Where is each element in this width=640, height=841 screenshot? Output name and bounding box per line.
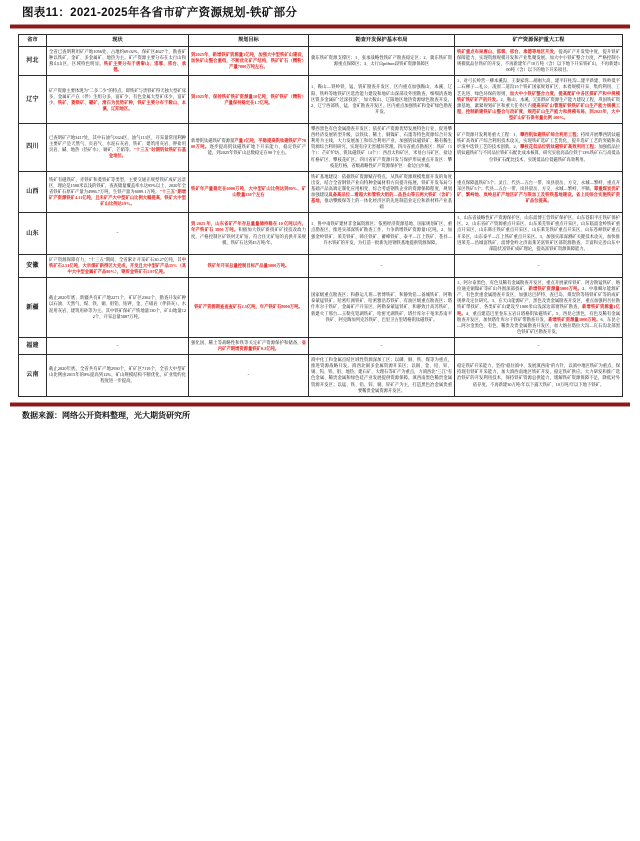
body-text: 稳定铁矿开采能力，坚持"稳住滇中、发展滇西南"的方针，以滇中地区铁矿为重点，保持现有铁矿开采能力，加大滇西南地区铁矿开发，稳定铁矿供应。大力研发和推广选治铁矿的开发利用技术，保持铁矿资源总供能力，缓解铁矿资源保障不足，降低对外依存度。不再新建30万吨/年以下露天铁矿、10万吨/年以下地下铁矿。 xyxy=(457,363,620,387)
body-text: 1、鞍山—铁岭铁、锰、钒矿勘查开发区，区内重点加强鞍山、本溪、辽阳、铁岭等地铁矿区选治能力建设和地矿山深部及外围勘查，细细清查地区钒多金属矿"过深找富"，加大鞍山、辽阳地区地热资源绿色勘查开发。2、辽宁西部铁、锰、金矿勘查开发区，区内重点加强铁矿和金矿绿色勘查开发。 xyxy=(311,84,452,114)
emphasis-text: 铁矿重点布局唐山、邯郸、邢台、承德等地区开发， xyxy=(457,49,559,54)
empty-placeholder: - xyxy=(380,342,383,349)
emphasis-text: 尊重煤炭优矿矿、繁峙地、岚岭总矿产地区矿产与限加工及铁铁基地建设。省上民综合实施铁矿资矿品位提高。 xyxy=(457,185,621,204)
table-row xyxy=(19,278,623,338)
table-row xyxy=(19,213,623,255)
emphasis-text: 新增铁矿资源量3000万吨。 xyxy=(548,316,601,322)
measure-cell xyxy=(455,171,623,213)
empty-placeholder: - xyxy=(537,342,540,349)
body-text: 积极加大铁矿新找矿矿找技改政力度，产格控制区矿铁材无矿钴，符合住无矿钴的直供开采规模，铁矿石达到45万吨/年。 xyxy=(191,227,307,245)
goal-cell xyxy=(189,76,309,124)
emphasis-text: 到2025年，保持铁矿铁矿资源量10亿吨，铁矿铁矿（精粉）产量保持稳定在1.7亿吨。 xyxy=(191,93,306,105)
body-text: 矿产资源开发利用重大工程：1、 xyxy=(457,132,521,138)
col-header-layout: 勘查开发保护基本布局 xyxy=(309,35,455,47)
status-cell xyxy=(47,337,189,354)
province-cell: 安徽 xyxy=(19,254,47,277)
layout-cell xyxy=(309,254,455,277)
empty-placeholder: - xyxy=(116,342,119,349)
measure-cell xyxy=(455,337,623,354)
source-note: 数据来源：网络公开资料整理，光大期货研究所 xyxy=(22,410,190,420)
province-cell: 山东 xyxy=(19,213,47,255)
table-row xyxy=(19,124,623,172)
goal-cell xyxy=(189,213,309,255)
body-text: 加强低品位钒钛磁铁矿与不同品位铁矿石配比成本核算，研究实验高品位铁于13%铁矿石与高低品位铁矿石配比技术，实现低品位低磁铁矿高效利用。 xyxy=(457,144,621,162)
goal-cell xyxy=(189,124,309,172)
emphasis-text: 铁矿年开采总量控制目标产品量5000万吨。 xyxy=(207,262,290,268)
status-cell xyxy=(47,355,189,397)
goal-cell xyxy=(189,337,309,354)
table-row xyxy=(19,47,623,76)
body-text: 持续开展攀西钒钛磁铁矿高效矿产综合利用技术攻关，实现铁矿选矿工艺优化，提升选矿工艺的突破和高炉渣中选铁工艺的技术创新。2、 xyxy=(457,132,620,150)
mineral-plan-table xyxy=(18,34,623,397)
table-header-row xyxy=(19,35,623,47)
body-text: 矿产资源保障有力，"十三五"期间，全省累计开采矿石30.27亿吨，其 xyxy=(49,256,182,262)
col-header-measure: 矿产资源保护重大工程 xyxy=(455,35,623,47)
table-row xyxy=(19,76,623,124)
goal-cell xyxy=(189,171,309,213)
emphasis-text: 铁矿年产量稳定在6000万吨，大中型矿山比例达到80%、矿山数量230个左右 xyxy=(191,185,306,197)
col-header-goal: 规划目标 xyxy=(189,35,309,47)
body-text: 铁矿基地建设：依据铁矿资源赋存特点，从铁矿资源规模集群开发的角度出发，结合全省钢铁产业向特种金属材料方向提升拓展，铁矿开发布局与基础产品高端定制化应用相变，综合考虑钢铁企业的资源保障程度，规划加强建设 xyxy=(311,173,452,197)
body-text: 截止2020年底，全省共有矿产地2930个，矿矿区7119个，全省大中型矿山比例由2015年的8%提高到12%，矿山规模结构不断优化，矿业集约化程度进一步提高。 xyxy=(49,366,186,384)
body-text: 新增钒钛磁铁矿资源量 xyxy=(191,138,235,144)
body-text: 2、中准噶尔能源矿产、有色贵重金属勘查开发区，加强达巴萨特、查巴岛、煤炭阶等铬铁矿矿等的成矿规律及定位研究。3、在天山能源矿产、黑色及贵金属勘查开发区，重点加强阿吾拉勘铁矿带找矿，各类矿矿山建设至1000米山浅深边部窗铁矿勘查， xyxy=(457,286,621,310)
goal-cell xyxy=(189,254,309,277)
body-text: 强化国、稀土等战略性和铁等关定矿产资源保护和储备， xyxy=(191,339,302,345)
body-text: 铁矿有磁铁矿、赤铁矿和菱铁矿等类型，主要交通正规型铁矿成矿远景区，理论是1500米以浅的铁矿，查查储量覆盖率水达95%以上，2020年全省铁矿石原矿产量为4986.7万吨，生铁产量为6089.1万吨。 xyxy=(49,176,186,194)
emphasis-text: 攀枝花低品位钒钛磁铁矿高效利用工程； xyxy=(520,144,599,150)
empty-placeholder: - xyxy=(537,262,540,269)
measure-cell xyxy=(455,124,623,172)
body-text: 重点保障温铁矿5个；灵丘、代县—五台一带、岚县晨岳、方交、永城—繁峙、重点开采区铁矿5个；代县—五台一带、岚县晨岳、方交、永城—繁峙、平顺。 xyxy=(457,179,620,191)
status-cell xyxy=(47,171,189,213)
layout-cell xyxy=(309,278,455,338)
body-text: 2、鞍山、本溪、辽阳铁矿资源生产能力建设工程，巩固铁矿资源基地，紧紧规划矿区和重大任务区内 xyxy=(457,96,621,108)
emphasis-text: 铁矿、菱镁矿、硼矿、滑石为优势矿种，铁矿主要分布于鞍山、本溪、辽阳地区。 xyxy=(57,99,187,111)
province-cell: 河北 xyxy=(19,47,47,76)
body-text: 滇中化工和金属点结区域性资源深加工区；以磷、铜、铁、煤等为重点，推进资源战略开发。滇西北铜多金属资源开采区；以铜、金、铅、锌、锡、钨、铁、钼、地热、建石矿、大理石等矿产为重点，力滇西北"三江"有色金属、稀贵金属和绿色硅产业发展提供资源保障。滇西南黑色稀贵金属资源开发区；以锰、铁、铅、锌、铜、锌矿产为主，打造黑色冶金属贵重要稀贵金属资源开发区。 xyxy=(311,357,453,393)
status-cell xyxy=(47,278,189,338)
footer-divider-rule xyxy=(10,402,630,407)
status-cell xyxy=(47,213,189,255)
emphasis-text: 具备高品位—看超大和管铁大铝的—品县山等五两大铁矿（含矿）基地， xyxy=(311,191,452,204)
emphasis-text: 攀西钒钛磁铁矿综合利用工程； xyxy=(520,132,581,138)
table-row xyxy=(19,355,623,397)
measure-cell xyxy=(455,355,623,397)
measure-cell xyxy=(455,47,623,76)
body-text: 提高矿产开发集中度，提升铁矿保障能力，实现资源规模开发和产业集聚发展。加大中小铁矿整合力度，严格控制小规模低品位铁矿的开发，不再新建年产10万吨（含）以下地下开采铁矿山，不再新建100吨（含）以下的地下开采项目。 xyxy=(457,49,621,73)
status-cell xyxy=(47,254,189,277)
emphasis-text: "十三五"时期钒钛铁矿石基金地位。 xyxy=(108,147,186,159)
province-cell: 辽宁 xyxy=(19,76,47,124)
province-cell: 云南 xyxy=(19,355,47,397)
body-text: 4、重点建造巴里卷东五岩日塔格钒钛磁铁矿。5、西昆仑黑色、有色及稀有金属勘查开发区，加快塔什库尔干铁矿带勘查开发， xyxy=(457,310,620,322)
emphasis-text: "十三五"期增矿产资源铁矿4.11亿吨，且未矿产大中型矿山比例大幅提高，铁矿大中型矿山比例达19%。 xyxy=(49,188,186,207)
body-text: 6、东昆仑—阿尔金黑色、有色、稀贵及贵金属勘查开发区，加大喀拉塔拉大沟—瓦石沟北部黑色铁矿矿区勘查开发。 xyxy=(457,316,621,334)
body-text: 截止2020年底，新疆共有矿产地2271个，矿矿区2362个，勘查开发矿种以石油、天然气、煤、铁、铜、钼铝、钴钾、金、芒硝岩（伴斜灰）、水泥用灰岩、建筑用砂等为主。其中铁矿保矿产铁地量130个，矿山地量122个，开采总量5087万吨。 xyxy=(49,295,186,319)
goal-cell xyxy=(189,47,309,76)
emphasis-text: 新增铁矿资源量5000万吨。 xyxy=(528,286,583,292)
figure-title-block xyxy=(0,0,640,20)
goal-cell xyxy=(189,278,309,338)
measure-cell xyxy=(455,213,623,255)
table-row xyxy=(19,337,623,354)
emphasis-text: 中铁矿石2.51亿吨，大宗煤矿新得区大完成，开发且大中型矿产品35%（其中大中型金属矿产品80%），钢贸金铁矿石1.97亿吨。 xyxy=(49,256,186,274)
layout-cell xyxy=(309,47,455,76)
emphasis-text: 加大中小铁矿整合力度，提高配矿中各区探矿产和中规模铁矿铁矿矿产的开发。 xyxy=(457,90,621,102)
body-text: 已查明矿产地3417处，其中石油气3324区，油气113区，开采量常用利种主要矿产是天然气、页岩气、水泥石灰岩、铁矿、建筑用灰岩、钾盐用页岩、碱、地热（热矿水）、铜矿、芒硝等。 xyxy=(49,135,186,153)
title-divider-rule xyxy=(10,24,630,29)
status-cell xyxy=(47,47,189,76)
province-cell: 山西 xyxy=(19,171,47,213)
layout-cell xyxy=(309,124,455,172)
measure-cell xyxy=(455,254,623,277)
layout-cell xyxy=(309,213,455,255)
emphasis-text: 到2025年，新增铁矿资源量3亿吨，加强大中型铁矿山建设，加快矿山整合重组，不断优化矿产结构，铁矿矿石（精粉）产量7000万吨左右。 xyxy=(191,52,306,70)
table-container xyxy=(0,34,640,397)
emphasis-text: 提高采矿山管理矿铁铁矿矿山生产能力规模工程，控制新建铁矿山整合与改矿度，规范矿山生产能力和规模布局，到2025年，大中型矿山矿石保有量比例 100%。 xyxy=(457,102,621,120)
layout-cell xyxy=(309,355,455,397)
province-cell: 四川 xyxy=(19,124,47,172)
empty-placeholder: - xyxy=(380,262,383,269)
emphasis-text: 铁矿产资源期查查查矿石2.5亿吨，年产铁矿石8000万吨。 xyxy=(194,304,303,310)
emphasis-text: 新增铁矿资源量1亿吨。 xyxy=(457,304,620,316)
body-text: 攀西黑色有色金属勘查开发区；依托矿产资源优势发展特色行业，促进攀西经济发展转型升级，以铁钛、稀土、铜镍矿、石墨等特色资源综合开发利用为主线，大力发展加工和综合利用产业，加强钒钛磁铁矿、稀有稀生资源综合利用研究，实现有序无害循环管理。四川省重点勘查区：铁矿（1个）：芒矿炉坊、钒钛磁铁矿（4个）：西昌太和矿区、米易白马矿区、盐边红格矿区、攀枝花矿区。四川省矿产资源开发与保护形局重点开发区：攀枝花红格，省级战略性矿产资源保护区：盐边白沙城。 xyxy=(311,126,452,168)
goal-cell xyxy=(189,355,309,397)
table-body xyxy=(19,47,623,397)
body-text: 国家级重点勘查区；和静运儿班—智博铁矿、和静致铅—备城铁矿、阿勒泰蒙锰铁矿、哈密红洲铁矿、哈密雅浩苏铁矿、有油区级重点勘查区；塔什库尔干铁矿、金属矿产开采区、阿勒泰蒙锰铁矿、和静致汁高苏铁矿、新建火丁那台—玉勒克铝湖铁矿、哈密光湖铁矿、塔什库尔干奄米苏南平铁矿、阿克陶加列克苏铁矿、巴里卫古里塔格钒钛磁铁矿。 xyxy=(311,292,452,322)
province-cell: 福建 xyxy=(19,337,47,354)
table-row xyxy=(19,254,623,277)
layout-cell xyxy=(309,337,455,354)
table-head xyxy=(19,35,623,47)
body-text: 1、山东省战略性矿产资源保护区，山东淄博王营铁矿保护区，山东苍阳平庄铁矿保护区。2、山东省矿产资源重点开采区，山东莱芜铁矿重点开采区，山东临淄金岭铁矿重点开采区，山东韩庄铁矿重点开采区，山东莱芜铁矿重点开采区，山东苍峄铁矿重点开采区，山东泰平—江上铁矿重点开采区。3、加强实部深测矿关键技术攻关，加快推进莱芜—昌城富铁矿、淄博金岭之济南莱芜富铁矿区部资源勘查，丰富和完善山东中部隐伏富铁矿成矿理论，提高富铁矿资源保障能力。 xyxy=(457,215,620,251)
emphasis-text: 省内矿产期增资源量铁矿0.2亿吨。 xyxy=(217,339,306,352)
empty-placeholder: - xyxy=(116,230,119,237)
body-text: 1、对弓长岭营一柳本溪沟、王秦家湾—胡刚大高、建平轩柱沟—建平新建、铁岭低平—石柳子—礼公、凌原二道沟15个铁矿国家规划矿区，本着规模开采、集约利用、工艺先进、绿色环保的原则， xyxy=(457,78,620,96)
table-row xyxy=(19,171,623,213)
measure-cell xyxy=(455,76,623,124)
measure-cell xyxy=(455,278,623,338)
layout-cell xyxy=(309,76,455,124)
body-text: 1、阿尔泰黑色、有色及稀有金属勘查开发区，重点开展蒙库铁矿、阿舍勘锰铁矿、喀拉通克铜镍矿等矿山外围深部找矿， xyxy=(457,280,620,292)
empty-placeholder: - xyxy=(247,372,250,379)
status-cell xyxy=(47,124,189,172)
body-text: 全省已查明利用矿产地1056处，占地约69.02%，保矿区4627个，勘查矿种以铁矿、金矿、多金属矿、地热为主。矿产资源主要分布在太行山和燕山山区，区域特色明显。 xyxy=(49,49,186,67)
layout-cell xyxy=(309,171,455,213)
body-text: 推动攀级保等上的一体化经济区的先进制造业定位和新材料产业基础 xyxy=(324,198,453,210)
emphasis-text: 铁矿主要分布于唐秦山、邯郸、邢台、承德。 xyxy=(103,61,187,73)
col-header-status: 现状 xyxy=(47,35,189,47)
body-text: 冀东铁矿资源支撑区；1、张承战略性铁矿产勘查稳定区；2、冀东铁矿资源重点保障区；3、太行山północ段铁矿资源保障区 xyxy=(311,55,452,67)
body-text: 1、鲁中南铁矿建材非金属资源区；依照经济资源基地、国家规划矿区、重点勘查区，推进实部深铁矿勘查工作，力争新增铁矿资源量1亿吨。2、加强金岭铁矿、莱芜铁矿、韩庄铁矿、蓄峰铁矿、泰平—江上铁矿、苍县—许水铁矿的开发，为打造一批新先进钢铁基地提供资源保障。 xyxy=(311,221,452,245)
emphasis-text: 到 2025 年，山东省矿产年存总量量储持稳在 10 亿吨以内，年产铁矿石 3800 万吨。 xyxy=(191,221,306,233)
status-cell xyxy=(47,76,189,124)
page-title: 图表11：2021-2025年各省市矿产资源规划-铁矿部分 xyxy=(22,7,298,19)
province-cell: 新疆 xyxy=(19,278,47,338)
body-text: 逐步提高钒钛磁铁矿地下开采能力，稳定铁矿产能，到2025年铁矿山总数稳定在90个左右。 xyxy=(207,144,307,156)
body-text: 矿产资源主要体现为"二多二少"的特点，即铁矿与贵铁矿得天独大型矿床多，金属矿产在（伴）生组分多，富矿少，有色金属大型矿床少，富矿少。 xyxy=(49,87,186,105)
col-header-province: 省市 xyxy=(19,35,47,47)
emphasis-text: 产量1亿吨，平稳提高钒钛磁铁矿产7000万吨。 xyxy=(191,138,306,150)
